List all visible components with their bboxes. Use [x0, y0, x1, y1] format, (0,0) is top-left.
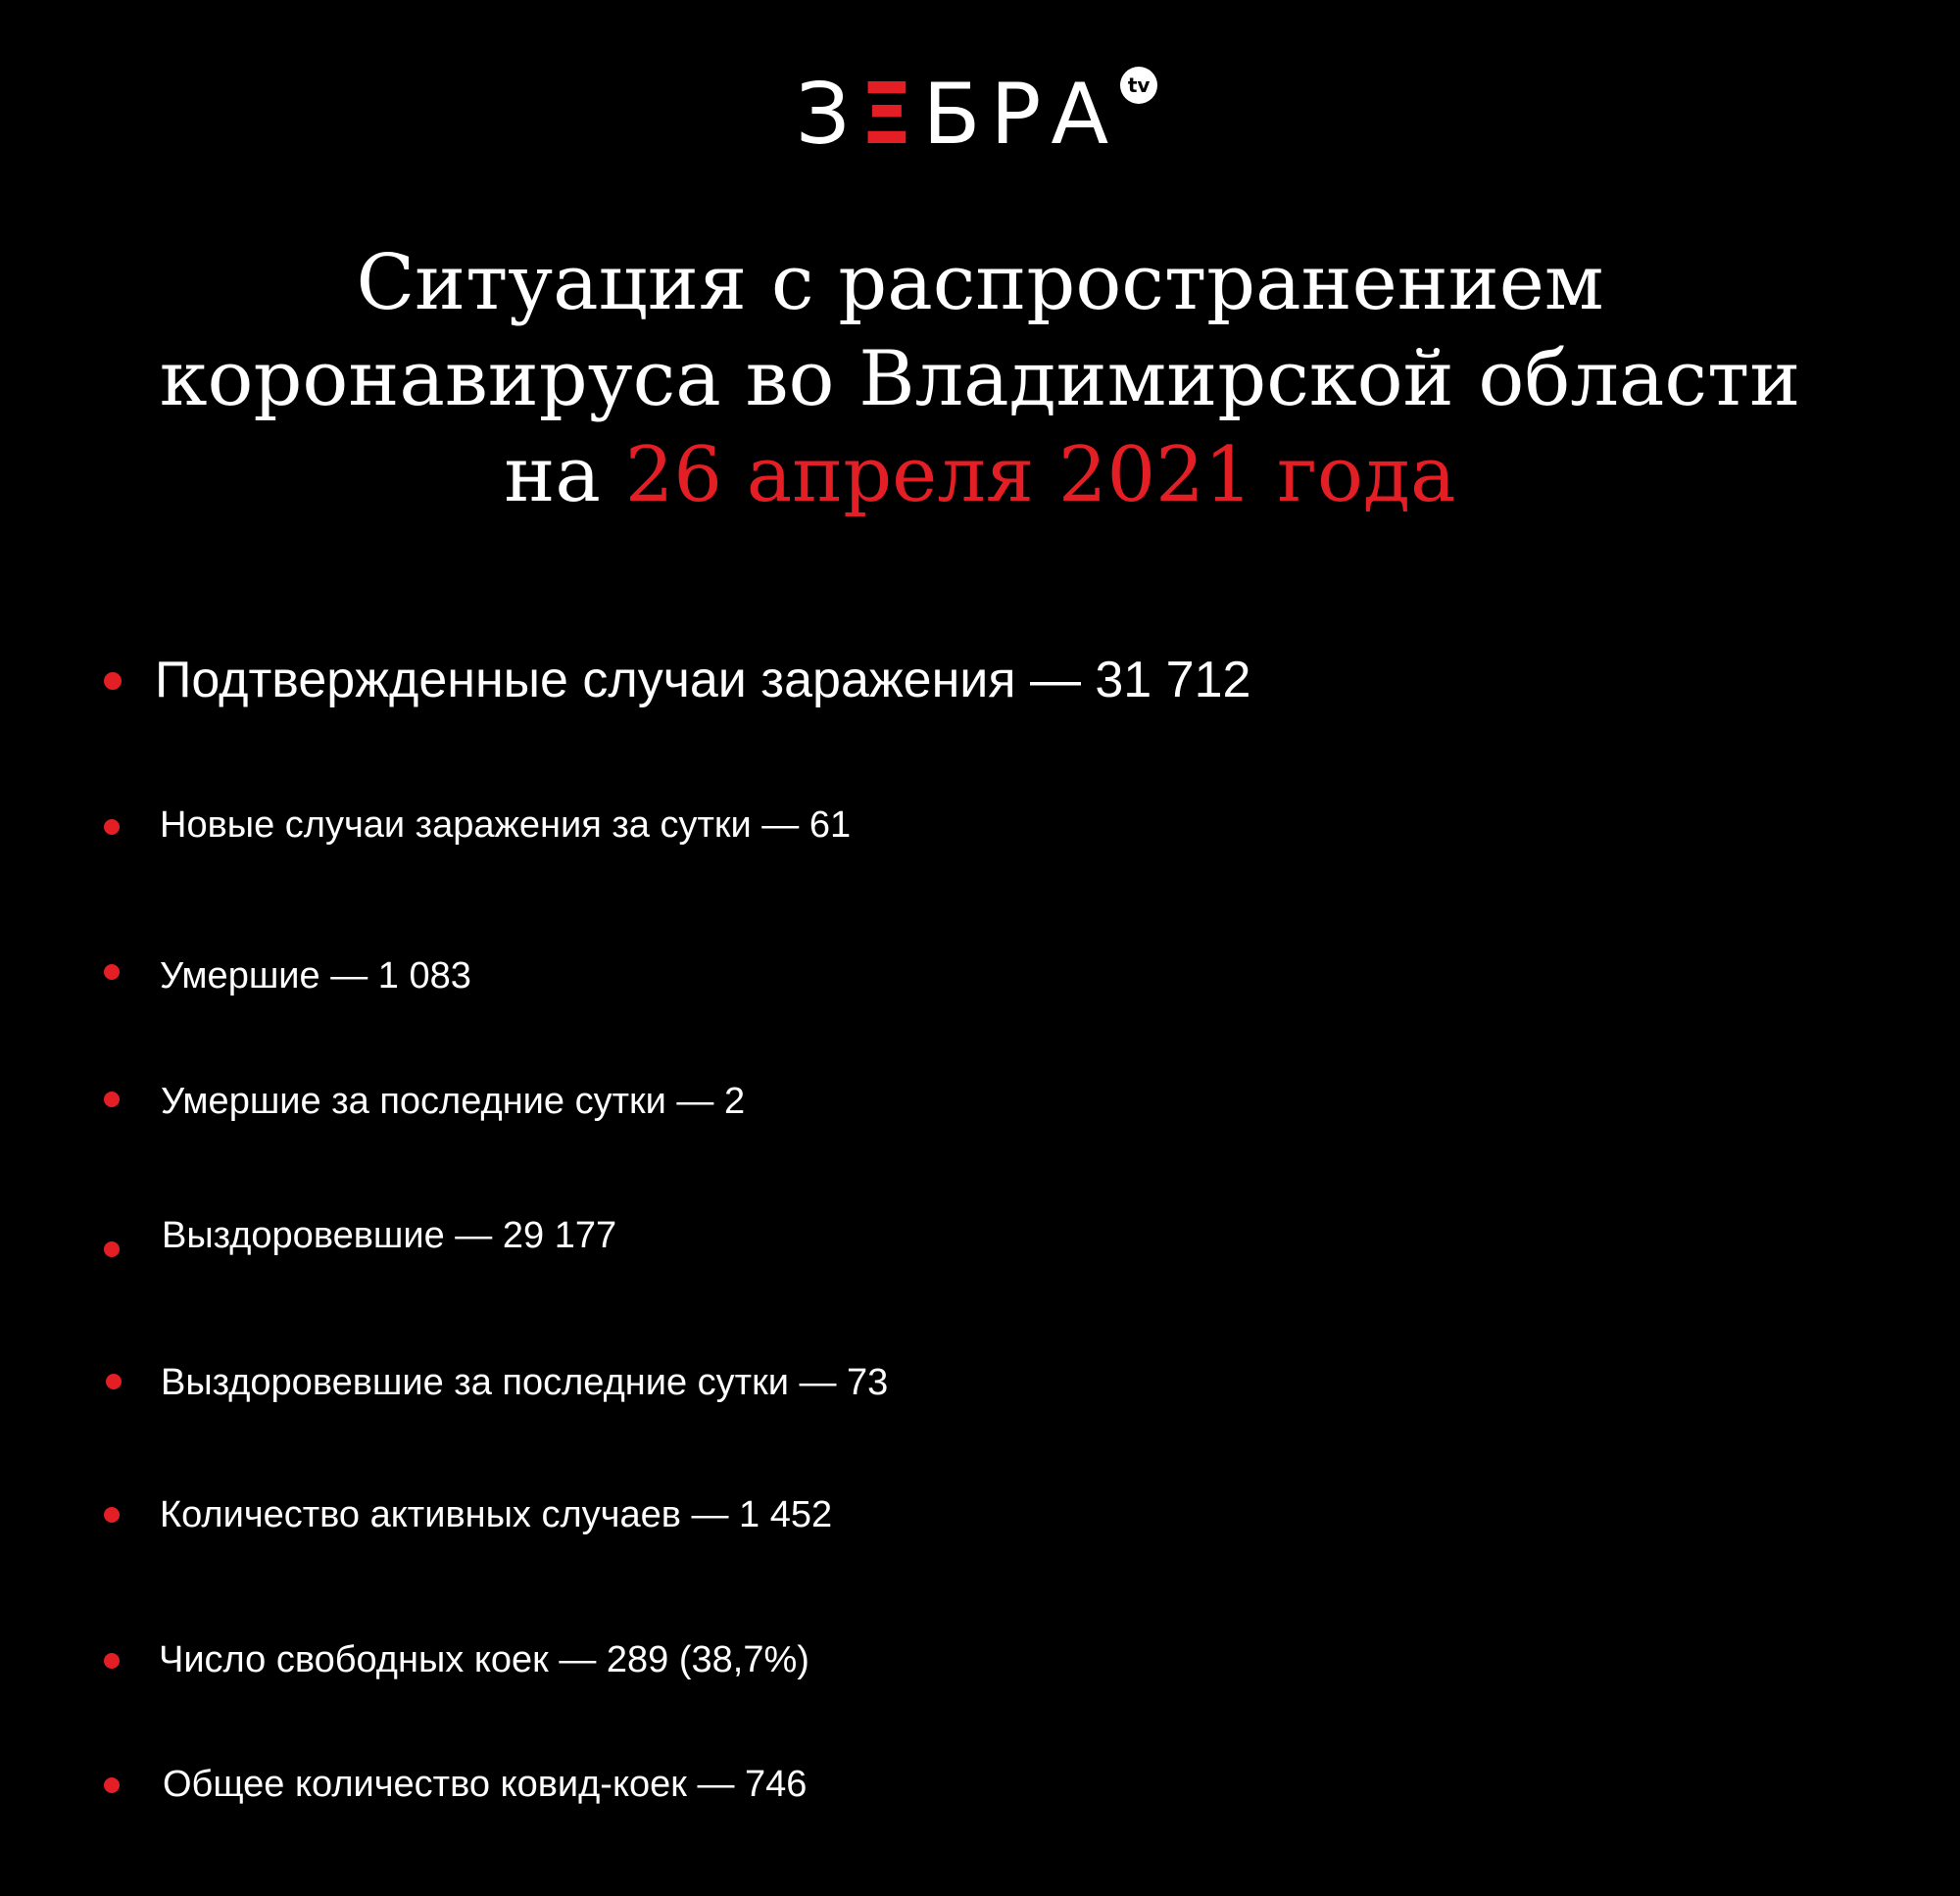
stat-text: Число свободных коек — 289 (38,7%) — [159, 1639, 809, 1680]
stat-recovered — [0, 1212, 1862, 1271]
stat-new-cases-day — [0, 802, 1862, 860]
headline-line-2: коронавируса во Владимирской области — [159, 335, 1801, 423]
stat-text: Умершие за последние сутки — 2 — [161, 1081, 746, 1122]
bullet-icon — [104, 1777, 120, 1793]
bullet-icon — [106, 1374, 122, 1389]
stat-deaths-day — [0, 1078, 1862, 1137]
stat-total-covid-beds — [0, 1761, 1862, 1820]
stat-text: Выздоровевшие — 29 177 — [162, 1215, 617, 1256]
logo-letter-z: З — [796, 66, 860, 164]
bullet-icon — [104, 1653, 120, 1669]
stat-confirmed-cases — [0, 651, 1862, 709]
stat-free-beds — [0, 1636, 1862, 1695]
stat-text: Подтвержденные случаи заражения — 31 712 — [155, 652, 1251, 708]
stat-recovered-day — [0, 1359, 1862, 1418]
logo-letters-bra: БРА — [922, 66, 1119, 164]
bullet-icon — [104, 1092, 120, 1107]
stat-deaths — [0, 952, 1862, 1011]
headline-prefix: на — [504, 431, 601, 519]
stat-text: Выздоровевшие за последние сутки — 73 — [161, 1362, 889, 1403]
stat-text: Общее количество ковид-коек — 746 — [163, 1764, 808, 1805]
logo-tv-badge: tv — [1120, 67, 1157, 104]
stat-active-cases — [0, 1491, 1862, 1550]
headline-line-1: Ситуация с распространением — [356, 239, 1604, 327]
bullet-icon — [104, 1241, 120, 1257]
bullet-icon — [104, 1507, 120, 1523]
stat-text: Новые случаи заражения за сутки — 61 — [160, 804, 852, 846]
stat-text: Умершие — 1 083 — [160, 955, 471, 997]
bullet-icon — [104, 964, 120, 980]
logo-letter-e-accent: Ξ — [859, 66, 923, 164]
headline-date: 26 апреля 2021 года — [624, 431, 1456, 519]
stat-text: Количество активных случаев — 1 452 — [160, 1494, 833, 1535]
bullet-icon — [104, 819, 120, 835]
bullet-icon — [104, 672, 122, 690]
